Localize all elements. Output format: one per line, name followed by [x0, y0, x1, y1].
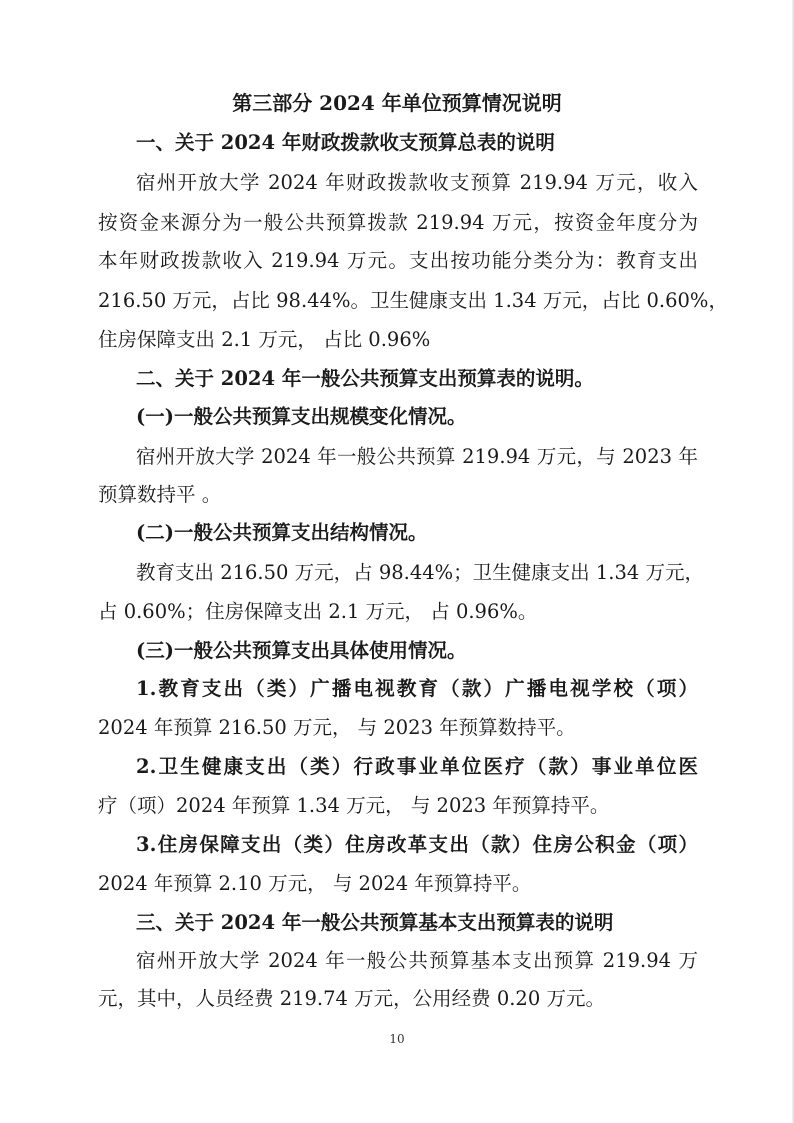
paragraph-line: 占 0.60%；住房保障支出 2.1 万元， 占 0.96%。 [98, 600, 538, 623]
item-heading-2: 2.卫生健康支出（类）行政事业单位医疗（款）事业单位医 [136, 755, 698, 778]
page-title: 第三部分 2024 年单位预算情况说明 [232, 91, 562, 115]
subsection-heading-3: (三)一般公共预算支出具体使用情况。 [136, 639, 467, 662]
paragraph-line: 宿州开放大学 2024 年一般公共预算基本支出预算 219.94 万 [136, 949, 698, 972]
item-heading-3: 3.住房保障支出（类）住房改革支出（款）住房公积金（项） [136, 833, 698, 856]
paragraph-line: 宿州开放大学 2024 年一般公共预算 219.94 万元，与 2023 年 [136, 445, 698, 468]
paragraph-line: 住房保障支出 2.1 万元， 占比 0.96% [98, 328, 431, 351]
paragraph-line: 2024 年预算 216.50 万元， 与 2023 年预算数持平。 [98, 716, 576, 739]
paragraph-line: 教育支出 216.50 万元，占 98.44%；卫生健康支出 1.34 万元， [136, 561, 704, 584]
section-heading-1: 一、关于 2024 年财政拨款收支预算总表的说明 [136, 131, 555, 154]
paragraph-line: 按资金来源分为一般公共预算拨款 219.94 万元，按资金年度分为 [98, 211, 698, 234]
paragraph-line: 2024 年预算 2.10 万元， 与 2024 年预算持平。 [98, 872, 532, 895]
item-heading-1: 1.教育支出（类）广播电视教育（款）广播电视学校（项） [136, 677, 698, 700]
subsection-heading-1: (一)一般公共预算支出规模变化情况。 [136, 405, 467, 428]
paragraph-line: 本年财政拨款收入 219.94 万元。支出按功能分类分为：教育支出 [98, 249, 698, 272]
paragraph-line: 疗（项）2024 年预算 1.34 万元， 与 2023 年预算持平。 [98, 794, 610, 817]
page-number: 10 [389, 1032, 405, 1046]
subsection-heading-2: (二)一般公共预算支出结构情况。 [136, 521, 428, 544]
paragraph-line: 宿州开放大学 2024 年财政拨款收支预算 219.94 万元，收入 [136, 171, 698, 194]
paragraph-line: 预算数持平 。 [98, 483, 222, 506]
paragraph-line: 216.50 万元，占比 98.44%。卫生健康支出 1.34 万元，占比 0.60%， [98, 289, 728, 312]
section-heading-3: 三、关于 2024 年一般公共预算基本支出预算表的说明 [136, 911, 614, 934]
section-heading-2: 二、关于 2024 年一般公共预算支出预算表的说明。 [136, 367, 594, 390]
paragraph-line: 元，其中，人员经费 219.74 万元，公用经费 0.20 万元。 [98, 987, 605, 1010]
